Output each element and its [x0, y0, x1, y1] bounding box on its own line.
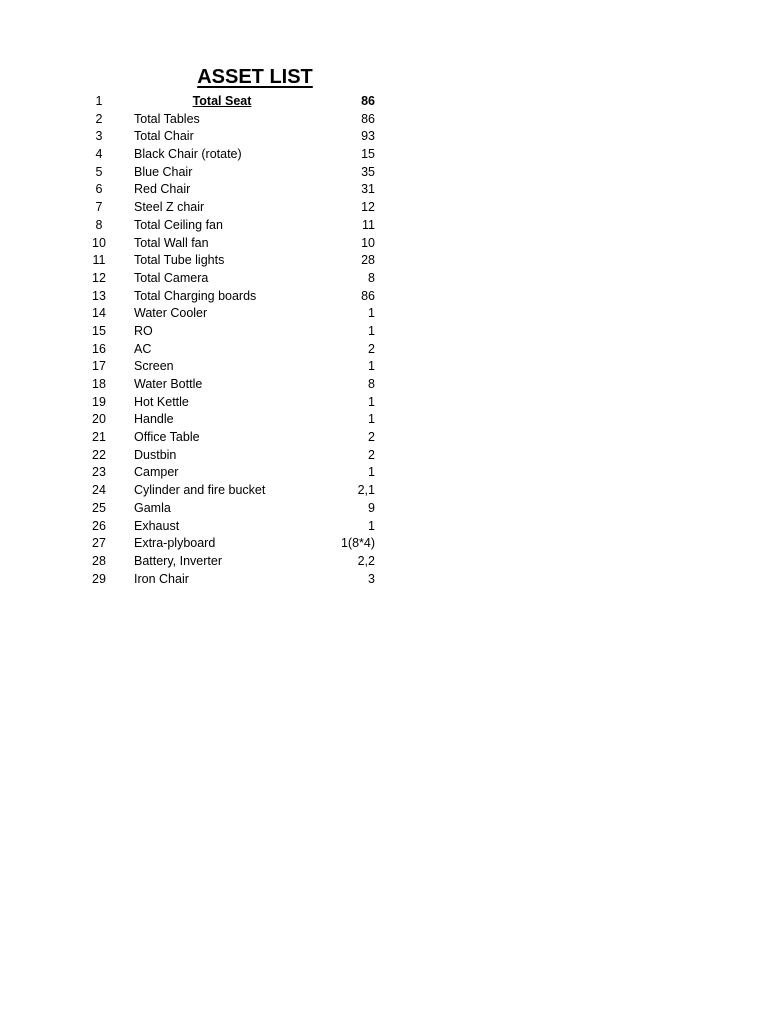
item-name: Blue Chair — [134, 164, 193, 179]
table-row — [0, 429, 420, 447]
row-number: 28 — [92, 553, 106, 568]
row-number: 2 — [95, 111, 103, 126]
item-name: Total Ceiling fan — [134, 217, 223, 232]
row-number: 18 — [92, 377, 106, 391]
table-row — [0, 235, 420, 253]
table-row — [0, 323, 420, 341]
row-number: 21 — [92, 430, 106, 445]
item-name: Black Chair (rotate) — [134, 147, 242, 162]
item-quantity: 1(8*4) — [340, 536, 375, 551]
row-number: 16 — [92, 341, 106, 356]
table-row — [0, 128, 420, 146]
item-name: AC — [134, 341, 152, 356]
row-number: 20 — [92, 412, 106, 427]
table-row — [0, 518, 420, 536]
item-quantity: 86 — [361, 94, 375, 108]
item-name: Total Chair — [134, 129, 194, 144]
item-quantity: 2 — [368, 430, 375, 445]
item-quantity: 2 — [368, 447, 375, 462]
row-number: 10 — [92, 235, 106, 250]
table-row — [0, 482, 420, 500]
table-row — [0, 217, 420, 235]
row-number: 8 — [95, 217, 103, 232]
table-row — [0, 376, 420, 394]
row-number: 22 — [92, 447, 106, 462]
item-name: Battery, Inverter — [134, 553, 222, 568]
item-name: Office Table — [134, 430, 200, 445]
item-quantity: 2,1 — [357, 483, 375, 498]
page-title: ASSET LIST — [197, 66, 313, 88]
row-number: 29 — [92, 571, 106, 586]
item-name: Water Bottle — [134, 377, 203, 391]
table-row — [0, 394, 420, 412]
item-name: Total Camera — [134, 270, 209, 285]
item-quantity: 35 — [361, 164, 375, 179]
item-quantity: 15 — [361, 147, 375, 162]
table-row — [0, 341, 420, 359]
item-quantity: 11 — [362, 217, 375, 232]
item-name: Total Charging boards — [134, 288, 257, 303]
item-quantity: 2 — [368, 341, 375, 356]
table-row — [0, 500, 420, 518]
table-row — [0, 288, 420, 306]
item-name: Exhaust — [134, 518, 180, 533]
item-name: Red Chair — [134, 182, 191, 197]
item-quantity: 10 — [361, 235, 375, 250]
item-quantity: 2,2 — [357, 553, 375, 568]
table-row — [0, 164, 420, 182]
row-number: 6 — [95, 182, 103, 197]
row-number: 17 — [92, 359, 106, 374]
item-name: Hot Kettle — [134, 394, 189, 409]
table-row — [0, 146, 420, 164]
row-number: 24 — [92, 483, 106, 498]
asset-table — [0, 93, 420, 588]
item-name: Steel Z chair — [134, 200, 205, 215]
item-quantity: 1 — [368, 465, 375, 480]
item-quantity: 9 — [368, 500, 375, 515]
item-quantity: 31 — [361, 182, 375, 197]
row-number: 13 — [92, 288, 106, 303]
item-name: Water Cooler — [134, 306, 208, 321]
item-name: Total Wall fan — [134, 235, 209, 250]
item-quantity: 86 — [361, 111, 375, 126]
item-quantity: 86 — [361, 288, 375, 303]
row-number: 1 — [95, 94, 103, 108]
table-row — [0, 571, 420, 589]
item-name: Cylinder and fire bucket — [134, 483, 266, 498]
table-row — [0, 305, 420, 323]
table-row — [0, 270, 420, 288]
table-row — [0, 93, 420, 111]
table-row — [0, 111, 420, 129]
item-name: Gamla — [134, 500, 171, 515]
table-row — [0, 181, 420, 199]
item-name: Total Seat — [192, 94, 252, 108]
table-row — [0, 447, 420, 465]
table-row — [0, 411, 420, 429]
row-number: 12 — [92, 270, 106, 285]
table-row — [0, 464, 420, 482]
row-number: 26 — [92, 518, 106, 533]
item-quantity: 1 — [368, 412, 375, 427]
item-quantity: 28 — [361, 253, 375, 268]
item-name: Screen — [134, 359, 174, 374]
row-number: 11 — [92, 253, 106, 268]
item-name: Dustbin — [134, 447, 177, 462]
item-quantity: 8 — [368, 377, 375, 391]
item-name: RO — [134, 323, 153, 338]
table-row — [0, 252, 420, 270]
row-number: 19 — [92, 394, 106, 409]
item-quantity: 93 — [361, 129, 375, 144]
item-quantity: 3 — [368, 571, 375, 586]
row-number: 3 — [95, 129, 103, 144]
item-quantity: 1 — [368, 359, 375, 374]
item-quantity: 1 — [368, 518, 375, 533]
table-row — [0, 358, 420, 376]
item-name: Handle — [134, 412, 174, 427]
item-quantity: 12 — [361, 200, 375, 215]
item-name: Iron Chair — [134, 571, 189, 586]
item-name: Total Tube lights — [134, 253, 225, 268]
row-number: 15 — [92, 323, 106, 338]
item-name: Extra-plyboard — [134, 536, 216, 551]
row-number: 4 — [95, 147, 103, 162]
item-name: Camper — [134, 465, 179, 480]
table-row — [0, 199, 420, 217]
row-number: 23 — [92, 465, 106, 480]
row-number: 27 — [92, 536, 106, 551]
item-name: Total Tables — [134, 111, 200, 126]
table-row — [0, 553, 420, 571]
row-number: 25 — [92, 500, 106, 515]
row-number: 5 — [95, 164, 103, 179]
item-quantity: 1 — [368, 323, 375, 338]
item-quantity: 8 — [368, 270, 375, 285]
table-row — [0, 535, 420, 553]
row-number: 7 — [95, 200, 103, 215]
item-quantity: 1 — [368, 394, 375, 409]
item-quantity: 1 — [368, 306, 375, 321]
row-number: 14 — [92, 306, 106, 321]
